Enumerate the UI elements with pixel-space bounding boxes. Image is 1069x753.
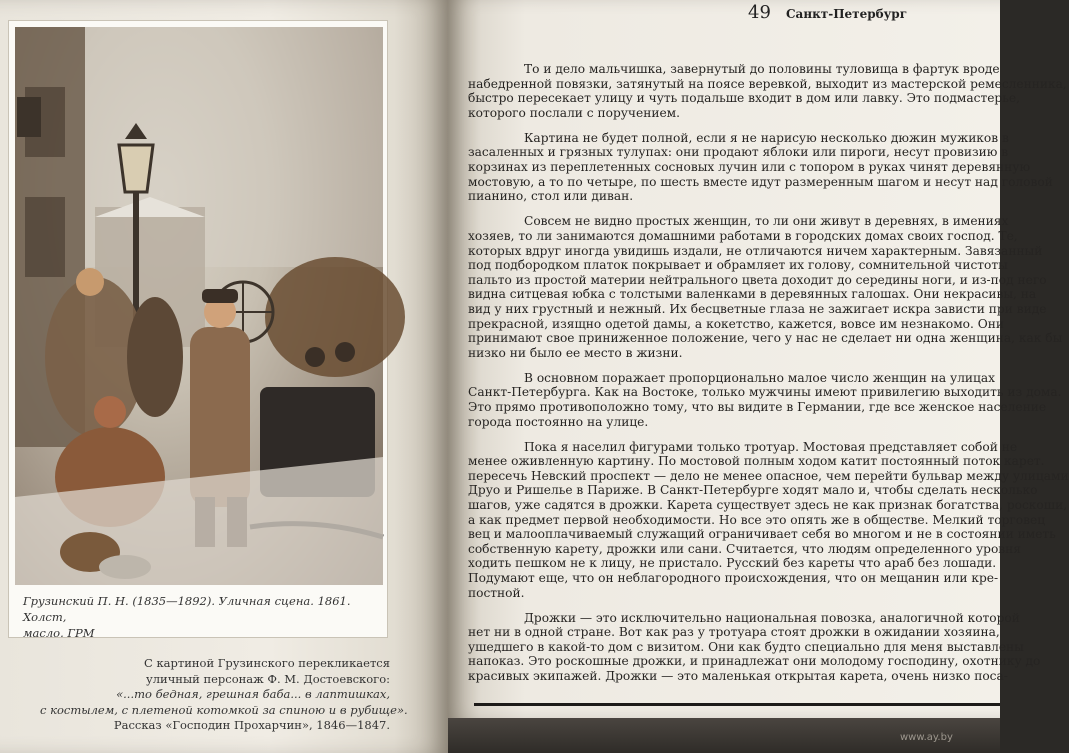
text-line: которого послали с поручением. [468, 105, 681, 120]
dostoevsky-quote [40, 656, 408, 734]
text-line: Подумают еще, что он неблагородного происхождения, что он мещанин или кре- [468, 571, 999, 585]
paragraph [468, 62, 1068, 120]
text-line: мостовую, а то по четыре, по шесть вместе идут размеренным шагом и несут над головой [468, 174, 1053, 189]
text-line: пересечь Невский проспект — дело не менее опасное, чем перейти бульвар между улицами [468, 468, 1069, 483]
text-line: красивых экипажей. Дрожки — это маленькая открытая карета, очень низко поса- [468, 669, 1008, 684]
painting-caption [23, 593, 379, 641]
text-line: быстро пересекает улицу и чуть подальше входит в дом или лавку. Это подмастерье, [468, 91, 1020, 106]
text-line: Дрожки — это исключительно национальная повозка, аналогичной которой [524, 610, 1020, 625]
text-line: ходить пешком не к лицу, не пристало. Русский без кареты что араб без лошади. [468, 556, 997, 571]
painting-illustration [15, 27, 383, 585]
text-line: корзинах из переплетенных сосновых лучин или с топором в руках чинят деревянную [468, 160, 1031, 175]
text-line: засаленных и грязных тулупах: они продают яблоки или пироги, несут провизию в [468, 145, 1009, 160]
text-line: под подбородком платок покрывает и обрамляет их голову, сомнительной чистоты [468, 258, 1008, 273]
text-line: видна ситцевая юбка с толстыми валенками в деревянных галошах. Они некрасивы, на [468, 287, 1037, 302]
quote-line: «...то бедная, грешная баба... в лаптишках, [116, 687, 390, 701]
text-line: нет ни в одной стране. Вот как раз у тротуара стоят дрожки в ожидании хозяина, [468, 625, 1000, 640]
text-line: Картина не будет полной, если я не нарисую несколько дюжин мужиков в [524, 130, 1009, 145]
page-bottom-rule [474, 703, 1000, 706]
text-line: принимают свое приниженное положение, чего у нас не сделает ни одна женщина, как бы [468, 331, 1063, 346]
text-line: которых вдруг иногда увидишь издали, не отличаются ничем характерным. Завязанный [468, 243, 1043, 258]
paragraph [468, 214, 1068, 360]
quote-line: с костылем, с плетеной котомкой за спиною и в рубище». [40, 702, 408, 717]
text-line: Пока я населил фигурами только тротуар. Мостовая представляет собой не [524, 439, 1018, 454]
text-line: города постоянно на улице. [468, 414, 649, 429]
text-line: пианино, стол или диван. [468, 189, 634, 204]
paragraph [468, 611, 1068, 684]
body-text [468, 62, 1068, 694]
left-page [0, 0, 448, 753]
quote-line: С картиной Грузинского перекликается [144, 656, 390, 670]
painting-street-scene [15, 27, 383, 585]
text-line: прекрасной, изящно одетой дамы, а кокетство, кажется, вовсе им незнакомо. Они [468, 316, 1005, 331]
paragraph [468, 371, 1068, 429]
text-line: Это прямо противоположно тому, что вы видите в Германии, где все женское население [468, 399, 1047, 414]
caption-line: Грузинский П. Н. (1835—1892). Уличная сцена. 1861. Холст, [23, 594, 351, 624]
running-head [748, 2, 907, 23]
text-line: вец и малооплачиваемый служащий ограничивает себя во многом и не в состоянии иметь [468, 527, 1056, 542]
text-line: Санкт-Петербурга. Как на Востоке, только мужчины имеют привилегию выходить из дома. [468, 385, 1062, 400]
right-page [448, 0, 1069, 718]
text-line: В основном поражает пропорционально малое число женщин на улицах [524, 370, 996, 385]
text-line: То и дело мальчишка, завернутый до половины туловища в фартук вроде [524, 62, 1000, 76]
text-line: хозяев, то ли занимаются домашними работами в городских домах своих господ. Те, [468, 228, 1018, 243]
quote-line: уличный персонаж Ф. М. Достоевского: [145, 671, 390, 686]
text-line: напоказ. Это роскошные дрожки, и принадлежат они молодому господину, охотнику до [468, 654, 1041, 669]
text-line: а как предмет первой необходимости. Но все это опять же в обществе. Мелкий торговец [468, 512, 1046, 527]
text-line: пальто из простой материи нейтрального цвета доходит до середины ноги, и из-под него [468, 272, 1047, 287]
illustration-frame [8, 20, 388, 638]
text-line: менее оживленную картину. По мостовой полным ходом катит постоянный поток карет. [468, 454, 1045, 469]
text-line: постной. [468, 585, 525, 600]
caption-line: масло. ГРМ [23, 626, 95, 640]
text-line: набедренной повязки, затянутый на поясе веревкой, выходит из мастерской ремесленника, [468, 76, 1067, 91]
quote-source: Рассказ «Господин Прохарчин», 1846—1847. [113, 718, 390, 732]
text-line: ушедшего в какой-то дом с визитом. Они как будто специально для меня выставлены [468, 639, 1024, 654]
text-line: низко ни было ее место в жизни. [468, 345, 683, 360]
watermark: www.ay.by [900, 732, 953, 743]
paragraph [468, 131, 1068, 204]
paragraph [468, 440, 1068, 601]
text-line: Друо и Ришелье в Париже. В Санкт-Петербурге ходят мало и, чтобы сделать несколько [468, 483, 1038, 498]
text-line: Совсем не видно простых женщин, то ли они живут в деревнях, в имениях [524, 214, 1009, 229]
running-title: Санкт-Петербург [786, 7, 908, 21]
page-number: 49 [748, 2, 771, 23]
text-line: вид у них грустный и нежный. Их бесцветные глаза не зажигает искра зависти при виде [468, 301, 1047, 316]
text-line: собственную карету, дрожки или сани. Считается, что людям определенного уровня [468, 541, 1021, 556]
text-line: шагов, уже садятся в дрожки. Карета существует здесь не как признак богатства, роскоши, [468, 498, 1068, 513]
